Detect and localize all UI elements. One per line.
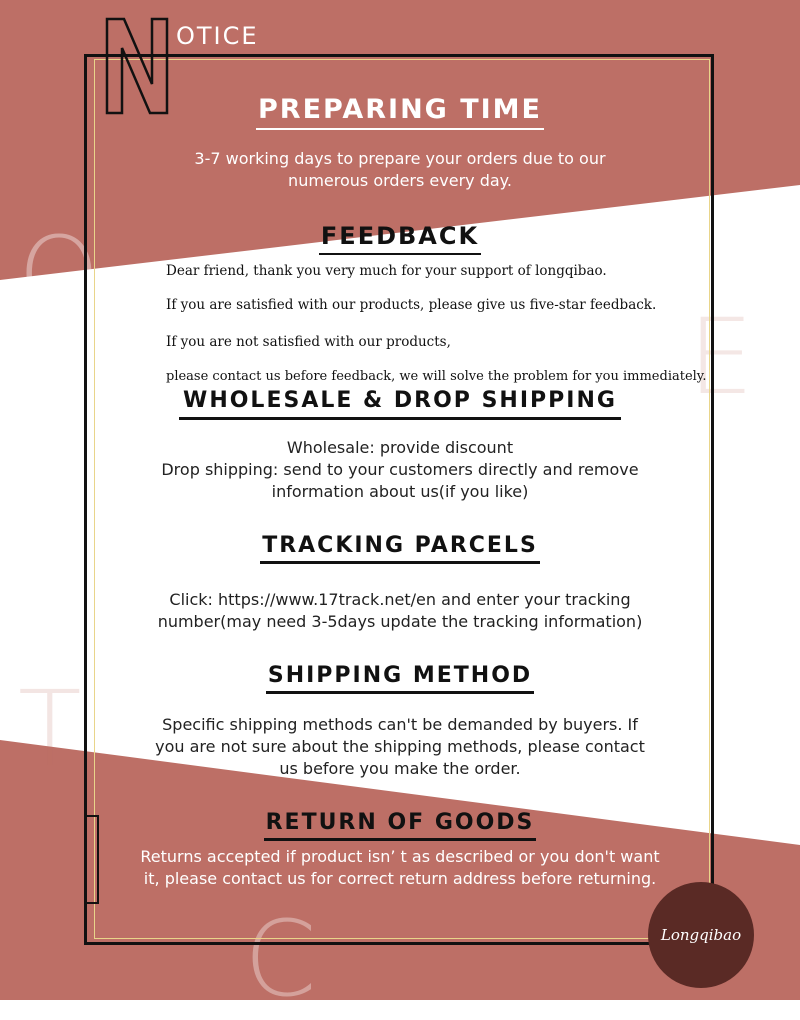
watermark-o: O [18,214,100,336]
shipping-line: Specific shipping methods can't be demanded by buyers. If [162,715,638,734]
feedback-line: please contact us before feedback, we will solve the problem for you immediately. [166,369,707,384]
shipping-title: SHIPPING METHOD [266,663,534,694]
wholesale-text [0,437,800,503]
returns-title: RETURN OF GOODS [264,810,537,841]
returns-line: it, please contact us for correct return address before returning. [143,869,657,888]
preparing-time-heading [0,94,800,130]
returns-heading [0,810,800,841]
preparing-line: numerous orders every day. [288,171,512,190]
notice-title: OTICE [176,22,259,50]
tracking-heading [0,533,800,564]
wholesale-line: information about us(if you like) [271,482,529,501]
returns-line: Returns accepted if product isn’ t as described or you don't want [140,847,660,866]
wholesale-line: Wholesale: provide discount [286,438,514,457]
feedback-line: If you are satisfied with our products, please give us five-star feedback. [166,297,657,313]
tracking-text [0,589,800,633]
shipping-line: us before you make the order. [279,759,521,778]
feedback-title: FEEDBACK [319,222,481,255]
feedback-heading [0,222,800,255]
shipping-text [0,714,800,780]
tracking-title: TRACKING PARCELS [260,533,540,564]
preparing-line: 3-7 working days to prepare your orders due to our [194,149,606,168]
wholesale-heading [0,388,800,420]
feedback-line: If you are not satisfied with our products, [166,334,451,350]
preparing-time-text [0,148,800,192]
preparing-time-title: PREPARING TIME [256,94,544,130]
wholesale-line: Drop shipping: send to your customers directly and remove [161,460,639,479]
tracking-line: number(may need 3-5days update the tracking information) [157,612,643,631]
brand-name: Longqibao [660,926,742,944]
shipping-line: you are not sure about the shipping methods, please contact [155,737,645,756]
feedback-line: Dear friend, thank you very much for your support of longqibao. [166,263,607,279]
tracking-line: Click: https://www.17track.net/en and enter your tracking [169,590,631,609]
returns-text [0,846,800,890]
shipping-heading [0,663,800,694]
watermark-e: E [688,296,754,418]
watermark-c: C [244,898,317,1020]
wholesale-title: WHOLESALE & DROP SHIPPING [179,388,621,420]
watermark-t: T [18,668,82,790]
brand-badge [648,882,754,988]
